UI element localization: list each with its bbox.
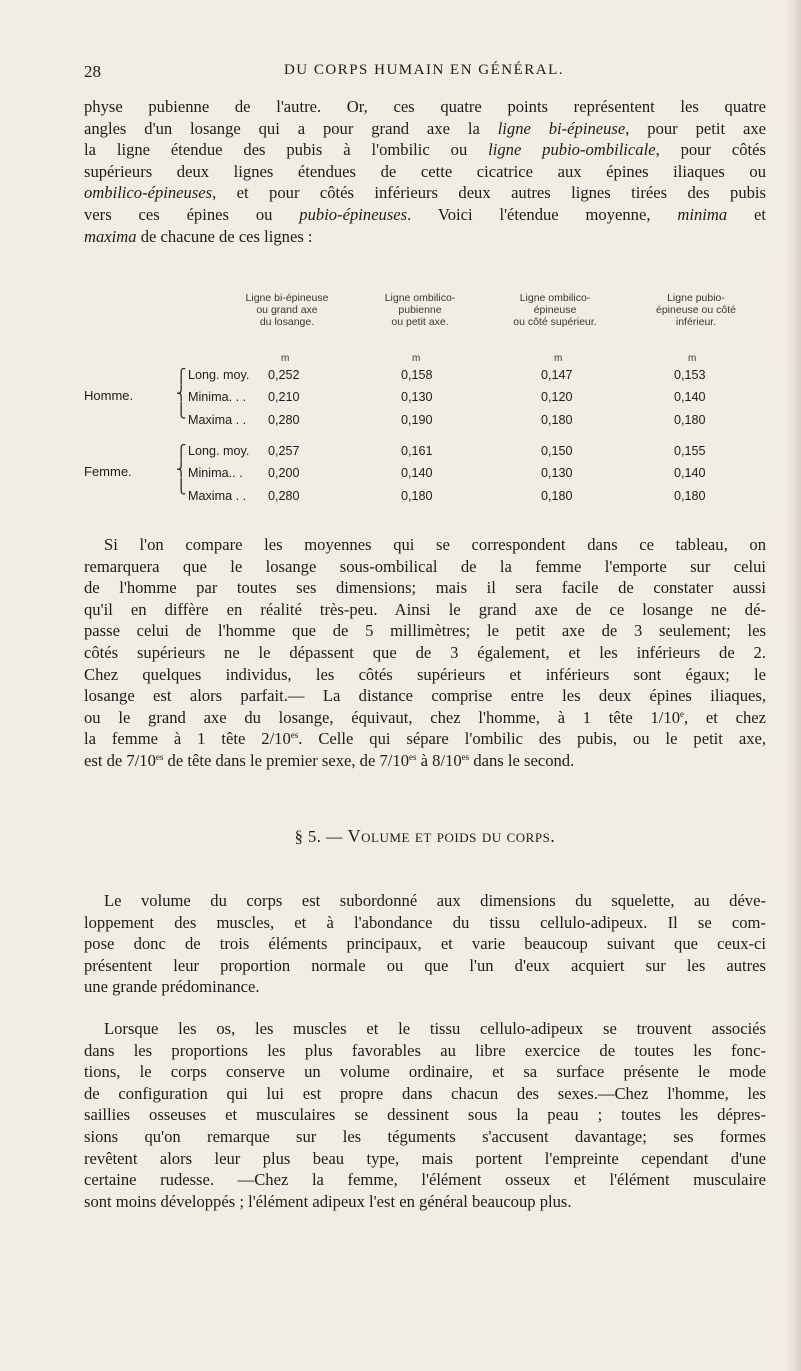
table-cell: 0,155 — [674, 444, 706, 458]
unit-label: m — [281, 353, 290, 364]
table-cell: 0,180 — [674, 413, 706, 427]
column-header-line: ou grand axe — [256, 304, 318, 316]
text-line: ou le grand axe du losange, équivaut, chez l'homme, à 1 tête 1/10e, et chez — [84, 707, 766, 727]
table-cell: 0,200 — [268, 466, 300, 480]
text-line: angles d'un losange qui a pour grand axe la ligne bi-épineuse, pour petit axe — [84, 118, 766, 138]
column-header-4 — [626, 292, 766, 328]
text-line: de configuration qui lui est propre dans chacun des sexes.—Chez l'homme, les — [84, 1083, 766, 1103]
column-header-line: Ligne pubio- — [667, 292, 725, 304]
text-line: est de $7/10^{es}$ de tête dans le premier sexe, de $7/10^{es}$ à $8/10^{es}$ dans le second. — [84, 750, 575, 770]
text-line: tions, le corps conserve un volume ordinaire, et sa surface présente le mode — [84, 1062, 766, 1082]
row-label: Long. moy. — [188, 444, 250, 458]
column-header-line: Ligne ombilico- — [384, 292, 456, 304]
text-line: revêtent alors leur plus beau type, mais portent l'empreinte cependant d'une — [84, 1148, 766, 1168]
table-cell: 0,180 — [401, 489, 433, 503]
column-header-line: du losange. — [259, 316, 315, 328]
text-line: Le volume du corps est subordonné aux dimensions du squelette, au déve- — [104, 891, 766, 910]
table-cell: 0,257 — [268, 444, 300, 458]
comparison-paragraph — [84, 534, 766, 772]
page-number: 28 — [84, 62, 101, 81]
unit-label: m — [554, 353, 563, 364]
volume-paragraph-1 — [84, 890, 766, 998]
text-line: qu'il en diffère en réalité très-peu. Ainsi le grand axe de ce losange ne dé- — [84, 599, 766, 619]
column-header-line: épineuse — [533, 304, 577, 316]
text-line: présentent leur proportion normale ou que l'un d'eux acquiert sur les autres — [84, 955, 766, 975]
table-cell: 0,210 — [268, 390, 300, 404]
text-line: passe celui de l'homme que de 5 millimètres; le petit axe de 3 seulement; les — [84, 621, 766, 641]
column-header-2 — [356, 292, 484, 328]
text-line: sont moins développés ; l'élément adipeux l'est en général beaucoup plus. — [84, 1191, 572, 1211]
intro-paragraph — [84, 96, 766, 247]
section-heading — [84, 826, 766, 847]
unit-label: m — [688, 353, 697, 364]
brace-homme: ⎧ ⎨ ⎩ — [176, 369, 187, 419]
text-line: maxima de chacune de ces lignes : — [84, 226, 313, 246]
table-cell: 0,140 — [674, 390, 706, 404]
text-line: certaine rudesse. —Chez la femme, l'élément osseux et l'élément musculaire — [84, 1170, 766, 1190]
text-line: saillies osseuses et musculaires se dessinent sous la peau ; toutes les dépres- — [84, 1105, 766, 1125]
table-cell: 0,161 — [401, 444, 433, 458]
table-cell: 0,147 — [541, 368, 573, 382]
text-line: loppement des muscles, et à l'abondance du tissu cellulo-adipeux. Il se com- — [84, 912, 766, 932]
row-label: Long. moy. — [188, 368, 250, 382]
column-header-line: Ligne ombilico- — [519, 292, 591, 304]
column-header-3 — [488, 292, 622, 328]
table-cell: 0,280 — [268, 413, 300, 427]
text-line: Chez quelques individus, les côtés supérieurs et inférieurs sont égaux; le — [84, 664, 766, 684]
column-header-line: ou côté supérieur. — [513, 316, 597, 328]
text-line: pose donc de trois éléments principaux, et varie beaucoup suivant que ceux-ci — [84, 934, 766, 954]
text-line: côtés supérieurs ne le dépassent que de 3 également, et les inférieurs de 2. — [84, 642, 766, 662]
text-line: de l'homme par toutes ses dimensions; mais il sera facile de constater aussi — [84, 578, 766, 598]
text-line: dans les proportions les plus favorables au libre exercice de toutes les fonc- — [84, 1040, 766, 1060]
table-cell: 0,252 — [268, 368, 300, 382]
page-header — [84, 62, 764, 86]
brace-femme: ⎧ ⎨ ⎩ — [176, 445, 187, 495]
row-label: Maxima . . — [188, 489, 247, 503]
table-cell: 0,120 — [541, 390, 573, 404]
row-label: Minima.. . — [188, 466, 243, 480]
text-line: supérieurs deux lignes étendues de cette cicatrice aux épines iliaques ou — [84, 161, 766, 181]
table-cell: 0,130 — [541, 466, 573, 480]
text-line: physe pubienne de l'autre. Or, ces quatre points représentent les quatre — [84, 97, 766, 116]
section-title: Volume et poids du corps. — [347, 826, 556, 846]
table-cell: 0,190 — [401, 413, 433, 427]
text-line: ombilico-épineuses, et pour côtés inférieurs deux autres lignes tirées des pubis — [84, 183, 766, 203]
table-cell: 0,158 — [401, 368, 433, 382]
text-line: losange est alors parfait.— La distance comprise entre les deux épines iliaques, — [84, 686, 766, 706]
table-cell: 0,180 — [541, 489, 573, 503]
table-cell: 0,140 — [401, 466, 433, 480]
column-header-1 — [220, 292, 354, 328]
group-label-homme: Homme. — [84, 388, 134, 403]
text-line: sions qu'on remarque sur les téguments s'accusent davantage; ses formes — [84, 1126, 766, 1146]
table-cell: 0,180 — [541, 413, 573, 427]
row-label: Maxima . . — [188, 413, 247, 427]
table-cell: 0,140 — [674, 466, 706, 480]
table-cell: 0,153 — [674, 368, 706, 382]
section-number: § 5. — — [294, 827, 344, 846]
group-label-femme: Femme. — [84, 464, 132, 479]
page-edge — [787, 0, 801, 1371]
text-line: Si l'on compare les moyennes qui se correspondent dans ce tableau, on — [104, 535, 766, 554]
column-header-line: ou petit axe. — [391, 316, 449, 328]
text-line: remarquera que le losange sous-ombilical de la femme l'emporte sur celui — [84, 556, 766, 576]
unit-label: m — [412, 353, 421, 364]
volume-paragraph-2 — [84, 1018, 766, 1212]
column-header-line: épineuse ou côté — [656, 304, 736, 316]
column-header-line: inférieur. — [675, 316, 717, 328]
text-line: la ligne étendue des pubis à l'ombilic ou ligne pubio-ombilicale, pour côtés — [84, 140, 766, 160]
column-header-line: Ligne bi-épineuse — [245, 292, 329, 304]
table-cell: 0,180 — [674, 489, 706, 503]
running-title: DU CORPS HUMAIN EN GÉNÉRAL. — [283, 62, 565, 78]
measurements-table — [84, 292, 784, 522]
text-line: vers ces épines ou pubio-épineuses. Voici l'étendue moyenne, minima et — [84, 204, 767, 224]
table-cell: 0,150 — [541, 444, 573, 458]
row-label: Minima. . . — [188, 390, 247, 404]
text-line: une grande prédominance. — [84, 977, 260, 997]
text-line: Lorsque les os, les muscles et le tissu cellulo-adipeux se trouvent associés — [104, 1019, 766, 1038]
text-line: la femme à 1 tête $2/10^{es}$. Celle qui sépare l'ombilic des pubis, ou le petit axe, — [84, 729, 767, 749]
table-cell: 0,130 — [401, 390, 433, 404]
column-header-line: pubienne — [398, 304, 442, 316]
table-cell: 0,280 — [268, 489, 300, 503]
